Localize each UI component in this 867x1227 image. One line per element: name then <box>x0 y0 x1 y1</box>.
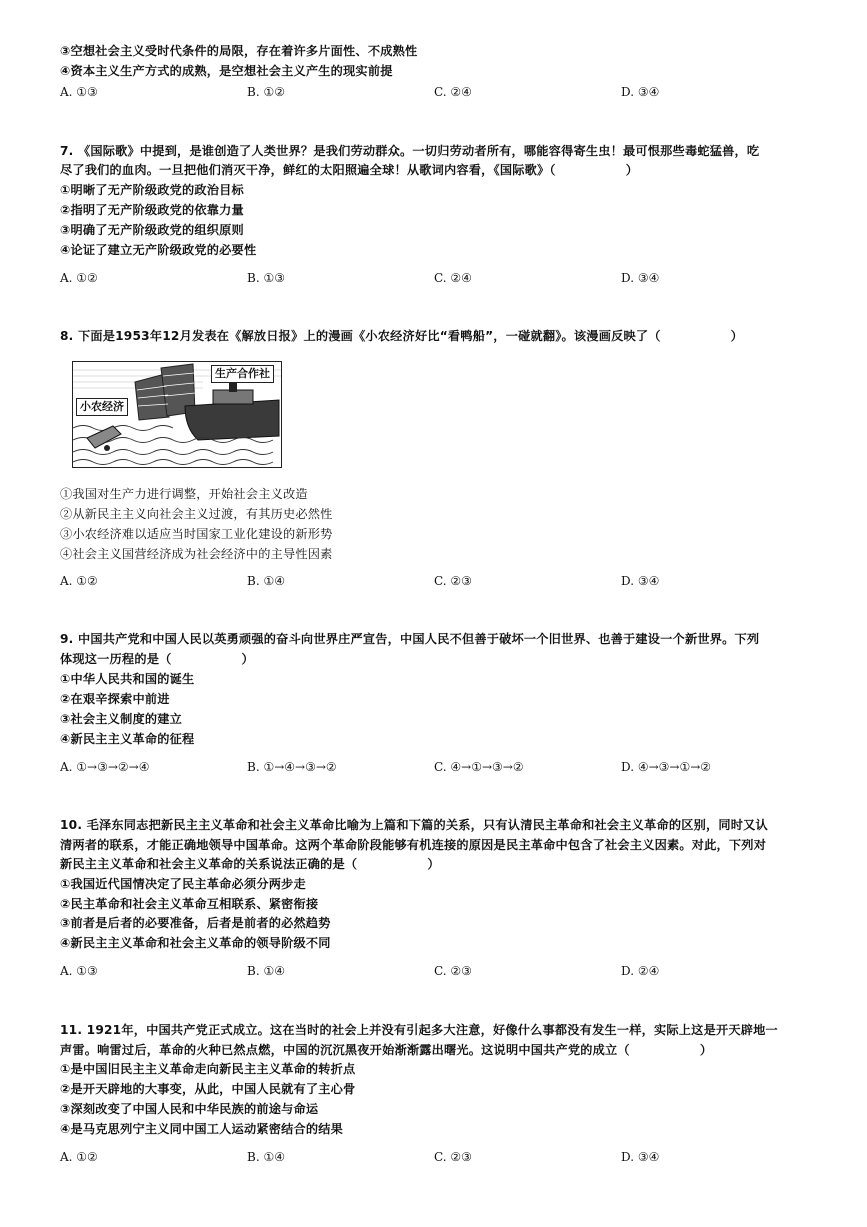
q10-statement-2: ②民主革命和社会主义革命互相联系、紧密衔接 <box>60 897 319 911</box>
q11-statement-1: ①是中国旧民主主义革命走向新民主主义革命的转折点 <box>60 1062 356 1076</box>
q9-stem-line-1: 9. 中国共产党和中国人民以英勇顽强的奋斗向世界庄严宣告，中国人民不但善于破坏一个旧世界、也善于建设一个新世界。下列 <box>60 632 760 646</box>
q7-statement-1: ①明晰了无产阶级政党的政治目标 <box>60 183 244 197</box>
q6-statement-4: ④资本主义生产方式的成熟，是空想社会主义产生的现实前提 <box>60 64 393 78</box>
q11-option-a[interactable]: A. ①② <box>60 1150 98 1164</box>
q10-statement-3: ③前者是后者的必要准备，后者是前者的必然趋势 <box>60 916 331 930</box>
q10-statement-1: ①我国近代国情决定了民主革命必须分两步走 <box>60 877 306 891</box>
cartoon-label-cooperative: 生产合作社 <box>211 365 274 383</box>
q7-statement-3: ③明确了无产阶级政党的组织原则 <box>60 223 244 237</box>
q7-option-d[interactable]: D. ③④ <box>621 271 660 285</box>
q8-statement-2: ②从新民主主义向社会主义过渡，有其历史必然性 <box>60 507 333 521</box>
q7-stem-line-1: 7. 《国际歌》中提到，是谁创造了人类世界？是我们劳动群众。一切归劳动者所有，哪能容得寄生虫！最可恨那些毒蛇猛兽，吃 <box>60 144 760 158</box>
q7-statement-2: ②指明了无产阶级政党的依靠力量 <box>60 203 244 217</box>
q9-option-a[interactable]: A. ①→③→②→④ <box>60 760 150 774</box>
q8-statement-1: ①我国对生产力进行调整，开始社会主义改造 <box>60 487 308 501</box>
q10-stem-line-2: 清两者的联系，才能正确地领导中国革命。这两个革命阶段能够有机连接的原因是民主革命中包含了社会主义因素。对此，下列对 <box>60 838 767 852</box>
q9-option-b[interactable]: B. ①→④→③→② <box>247 760 337 774</box>
q11-statement-4: ④是马克思列宁主义同中国工人运动紧密结合的结果 <box>60 1122 344 1136</box>
q10-option-a[interactable]: A. ①③ <box>60 964 98 978</box>
q11-stem-line-2: 声雷。响雷过后，革命的火种已然点燃，中国的沉沉黑夜开始渐渐露出曙光。这说明中国共产党的成立（ ） <box>60 1043 713 1057</box>
q7-stem-line-2: 尽了我们的血肉。一旦把他们消灭干净，鲜红的太阳照遍全球！从歌词内容看，《国际歌》（ ） <box>60 163 639 177</box>
q11-option-c[interactable]: C. ②③ <box>434 1150 472 1164</box>
cartoon-label-small-farm: 小农经济 <box>76 398 128 416</box>
q10-option-d[interactable]: D. ②④ <box>621 964 660 978</box>
q6-option-d[interactable]: D. ③④ <box>621 85 660 99</box>
q9-statement-4: ④新民主主义革命的征程 <box>60 732 195 746</box>
q10-option-b[interactable]: B. ①④ <box>247 964 285 978</box>
q10-stem-line-1: 10. 毛泽东同志把新民主主义革命和社会主义革命比喻为上篇和下篇的关系，只有认清民主革命和社会主义革命的区别，同时又认 <box>60 818 768 832</box>
q10-stem-line-3: 新民主主义革命和社会主义革命的关系说法正确的是（ ） <box>60 857 440 871</box>
q11-statement-3: ③深刻改变了中国人民和中华民族的前途与命运 <box>60 1102 319 1116</box>
q6-option-a[interactable]: A. ①③ <box>60 85 98 99</box>
q7-option-a[interactable]: A. ①② <box>60 271 98 285</box>
q8-stem-line-1: 8. 下面是1953年12月发表在《解放日报》上的漫画《小农经济好比“看鸭船”，一碰就翻》。该漫画反映了（ ） <box>60 329 744 343</box>
q9-stem-line-2: 体现这一历程的是（ ） <box>60 652 254 666</box>
q10-option-c[interactable]: C. ②③ <box>434 964 472 978</box>
q11-stem-line-1: 11. 1921年，中国共产党正式成立。这在当时的社会上并没有引起多大注意，好像什么事都没有发生一样，实际上这是开天辟地一 <box>60 1023 778 1037</box>
q11-option-b[interactable]: B. ①④ <box>247 1150 285 1164</box>
q6-statement-3: ③空想社会主义受时代条件的局限，存在着许多片面性、不成熟性 <box>60 44 418 58</box>
q8-option-d[interactable]: D. ③④ <box>621 574 660 588</box>
q7-option-b[interactable]: B. ①③ <box>247 271 285 285</box>
q11-statement-2: ②是开天辟地的大事变，从此，中国人民就有了主心骨 <box>60 1082 356 1096</box>
q8-option-a[interactable]: A. ①② <box>60 574 98 588</box>
q9-option-d[interactable]: D. ④→③→①→② <box>621 760 712 774</box>
q9-statement-1: ①中华人民共和国的诞生 <box>60 672 195 686</box>
q6-option-b[interactable]: B. ①② <box>247 85 285 99</box>
q8-option-c[interactable]: C. ②③ <box>434 574 472 588</box>
q9-statement-2: ②在艰辛探索中前进 <box>60 692 170 706</box>
q8-statement-4: ④社会主义国营经济成为社会经济中的主导性因素 <box>60 547 333 561</box>
q7-statement-4: ④论证了建立无产阶级政党的必要性 <box>60 243 257 257</box>
cartoon-image <box>72 361 282 468</box>
q8-statement-3: ③小农经济难以适应当时国家工业化建设的新形势 <box>60 527 333 541</box>
q8-option-b[interactable]: B. ①④ <box>247 574 285 588</box>
q10-statement-4: ④新民主主义革命和社会主义革命的领导阶级不同 <box>60 936 331 950</box>
q9-statement-3: ③社会主义制度的建立 <box>60 712 183 726</box>
q11-option-d[interactable]: D. ③④ <box>621 1150 660 1164</box>
q7-option-c[interactable]: C. ②④ <box>434 271 472 285</box>
q9-option-c[interactable]: C. ④→①→③→② <box>434 760 524 774</box>
q6-option-c[interactable]: C. ②④ <box>434 85 472 99</box>
